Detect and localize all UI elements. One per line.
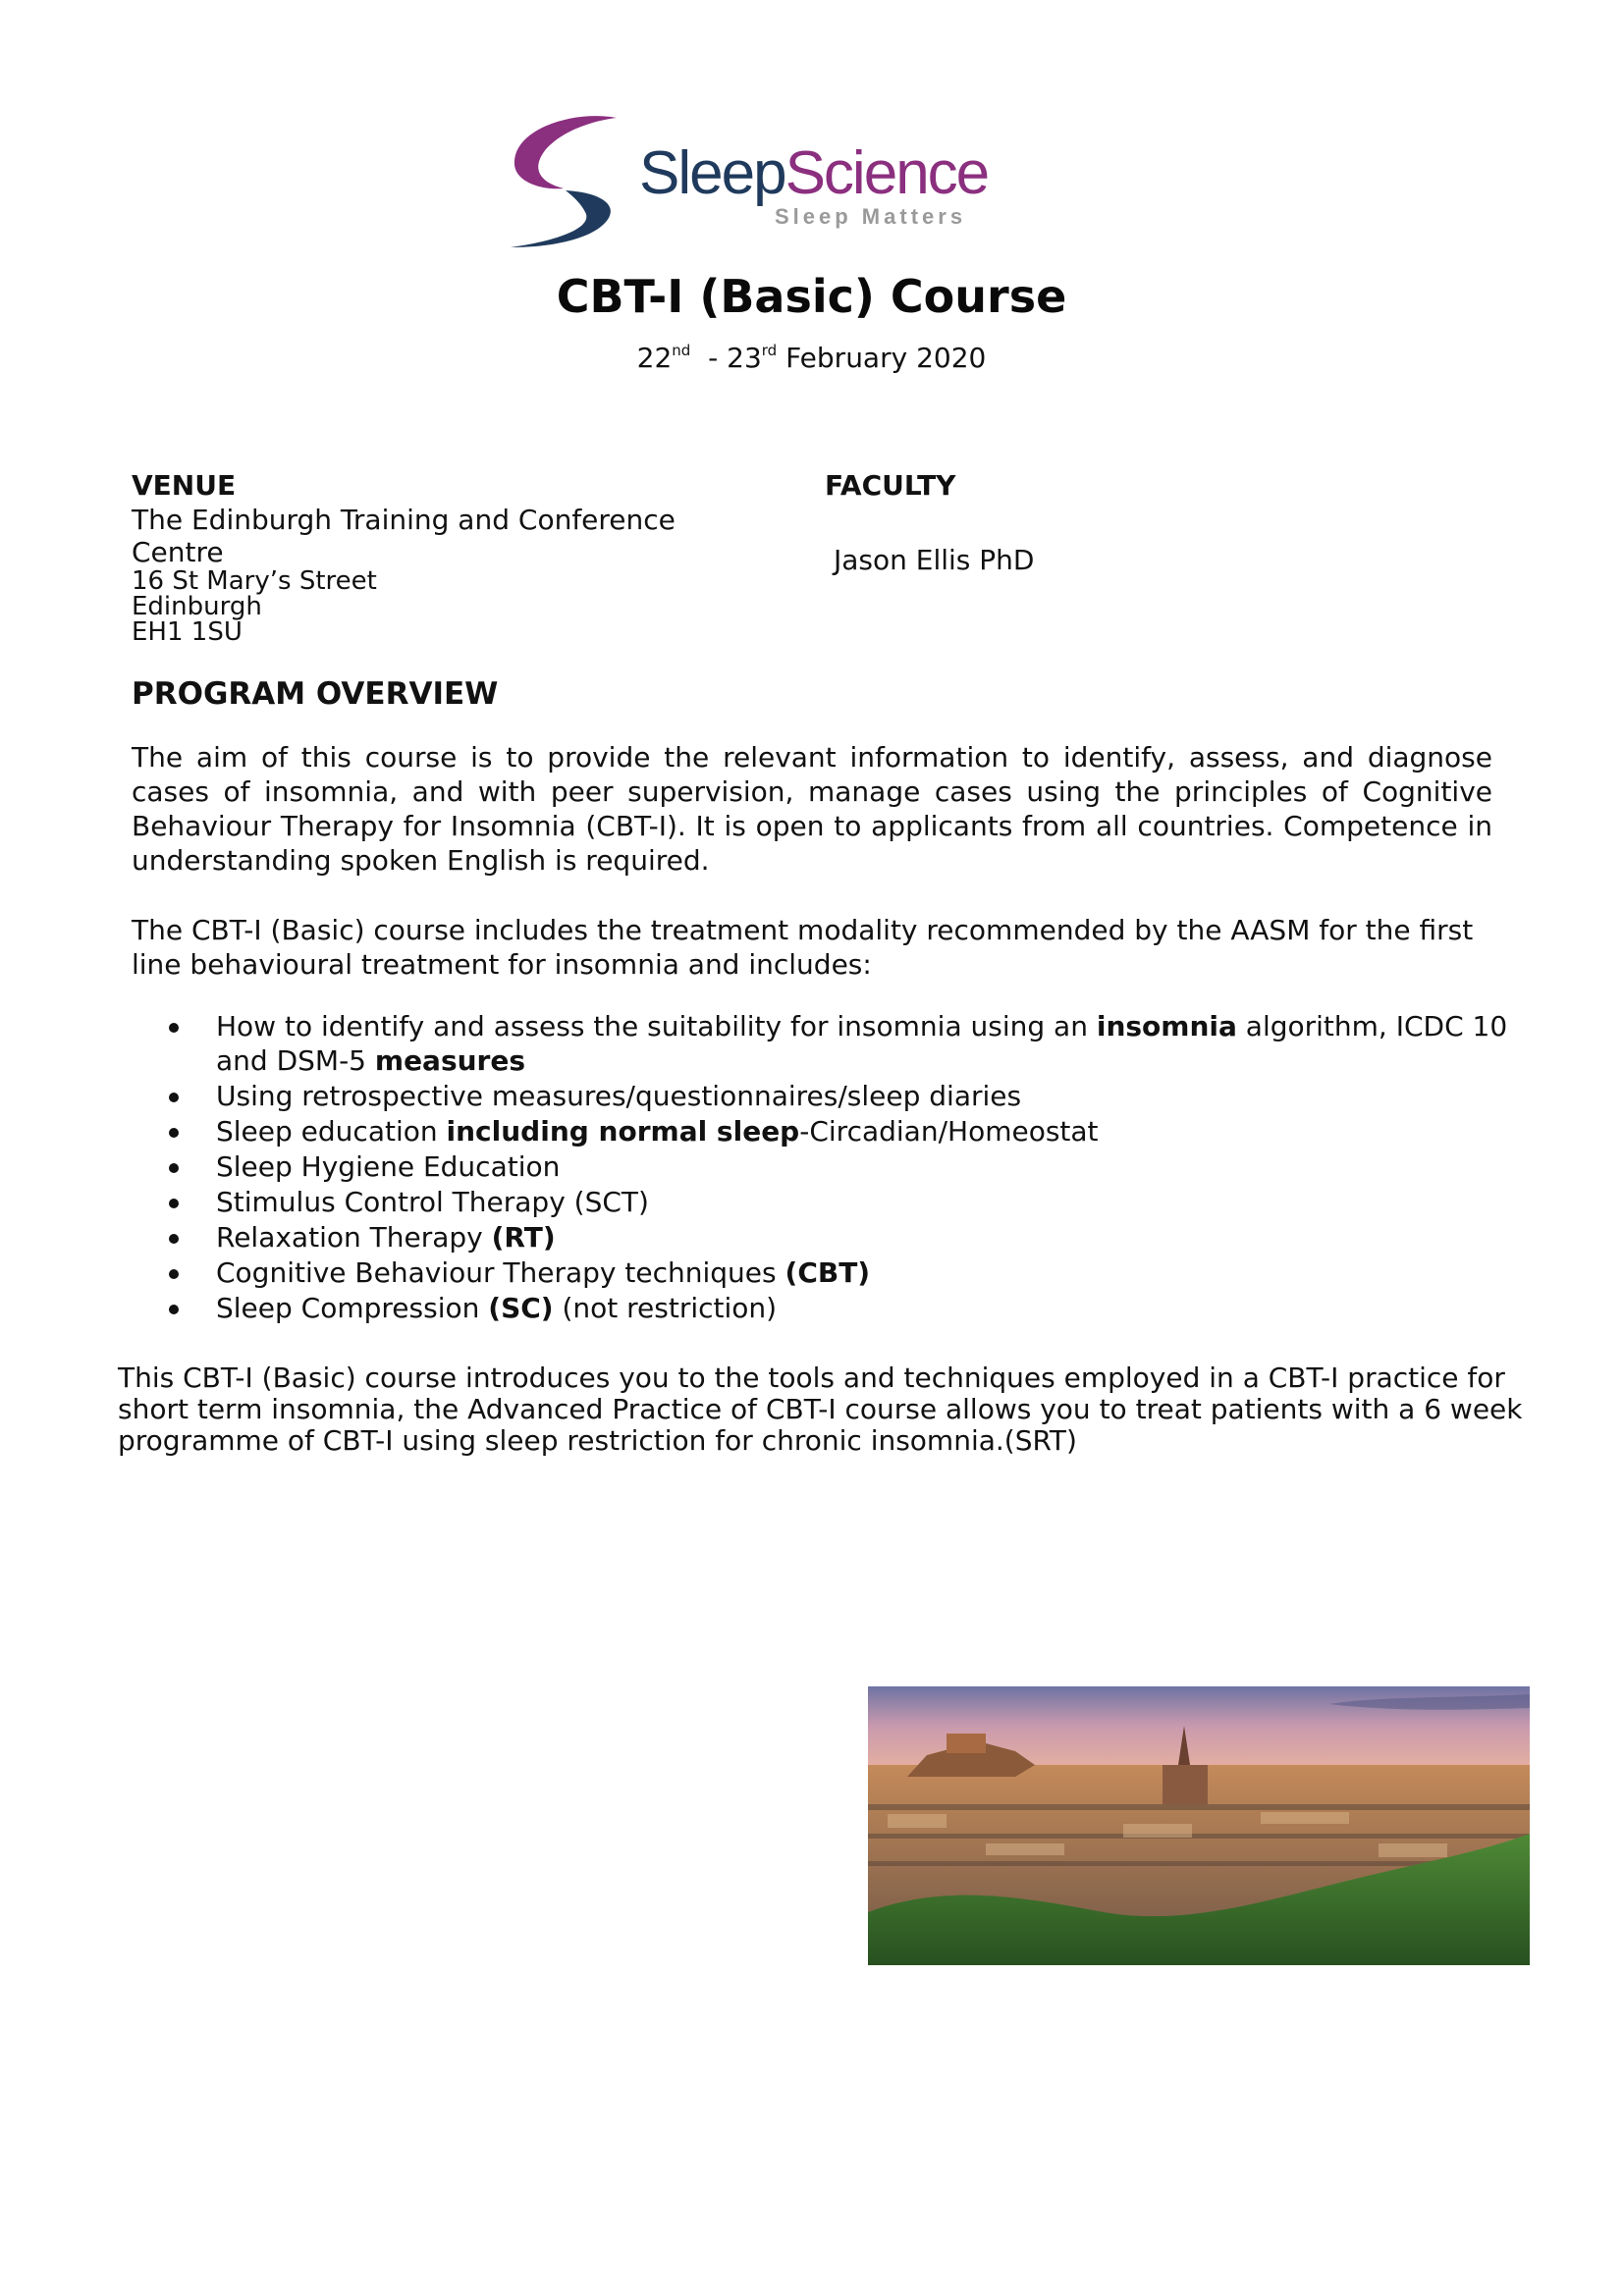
paragraph-line: This CBT-I (Basic) course introduces you to the tools and techniques employed in a CBT-I practice for [118,1362,1505,1394]
bullet-icon [169,1305,179,1314]
list-item: Relaxation Therapy (RT) [132,1220,1526,1255]
bullet-icon [169,1199,179,1208]
logo-science-text: Science [784,139,989,207]
venue-address-street: 16 St Mary’s Street [132,566,377,596]
bullet-icon [169,1093,179,1102]
venue-address-city: Edinburgh [132,592,262,621]
date-start-day: 22 [636,342,673,374]
bullet-icon [169,1128,179,1138]
overview-paragraph-advanced [118,1362,1542,1457]
bullet-icon [169,1023,179,1033]
svg-text:SleepScience [639,139,988,207]
date-separator: - [690,342,728,374]
faculty-section [825,469,1316,577]
venue-section [132,469,760,645]
list-item: Sleep Hygiene Education [132,1149,1526,1184]
course-dates [0,339,1623,378]
date-month-year: February 2020 [777,342,987,374]
date-start-suffix: nd [672,342,691,359]
logo-graphic [507,110,998,252]
faculty-name: Jason Ellis PhD [834,544,1035,576]
list-item: How to identify and assess the suitability for insomnia using an insomnia algorithm, ICDC 10 and DSM-5 measures [132,1009,1526,1078]
skyline-illustration [868,1686,1530,1965]
date-end-day: 23 [727,342,762,374]
page-title: CBT-I (Basic) Course [556,270,1067,323]
list-item: Stimulus Control Therapy (SCT) [132,1185,1526,1219]
paragraph-line: programme of CBT-I using sleep restriction for chronic insomnia.(SRT) [118,1424,1077,1457]
faculty-heading: FACULTY [825,469,956,502]
date-end-suffix: rd [761,342,778,359]
venue-name: The Edinburgh Training and Conference Centre [132,504,676,568]
logo-sleep-text: Sleep [639,139,785,207]
sleepscience-logo [507,110,998,252]
bullet-icon [169,1234,179,1244]
edinburgh-skyline-photo [868,1686,1530,1965]
list-item: Using retrospective measures/questionnaires/sleep diaries [132,1079,1526,1113]
logo-swoosh-top-icon [514,116,617,188]
paragraph-line: short term insomnia, the Advanced Practice of CBT-I course allows you to treat patients with a 6 week [118,1393,1523,1425]
logo-tagline: Sleep Matters [775,204,967,229]
venue-address-postcode: EH1 1SU [132,617,243,647]
course-topics-list [132,1009,1526,1326]
overview-paragraph-includes: The CBT-I (Basic) course includes the treatment modality recommended by the AASM for the first line behavioural treatment for insomnia and includes: [132,914,1474,981]
venue-heading: VENUE [132,469,237,502]
logo-swoosh-bottom-icon [511,190,611,247]
bullet-icon [169,1163,179,1173]
list-item: Cognitive Behaviour Therapy techniques (CBT) [132,1255,1526,1290]
program-overview-heading: PROGRAM OVERVIEW [132,676,499,712]
list-item: Sleep Compression (SC) (not restriction) [132,1291,1526,1325]
bullet-icon [169,1269,179,1279]
list-item: Sleep education including normal sleep-Circadian/Homeostat [132,1114,1526,1148]
overview-paragraph-aim: The aim of this course is to provide the relevant information to identify, assess, and diagnose cases of insomnia, and with peer supervision, manage cases using the principles of Cognitive Behaviour Therapy for Insomnia (CBT-I). It is open to applicants from all countries. Competence in understanding spoken English is required. [132,741,1492,877]
